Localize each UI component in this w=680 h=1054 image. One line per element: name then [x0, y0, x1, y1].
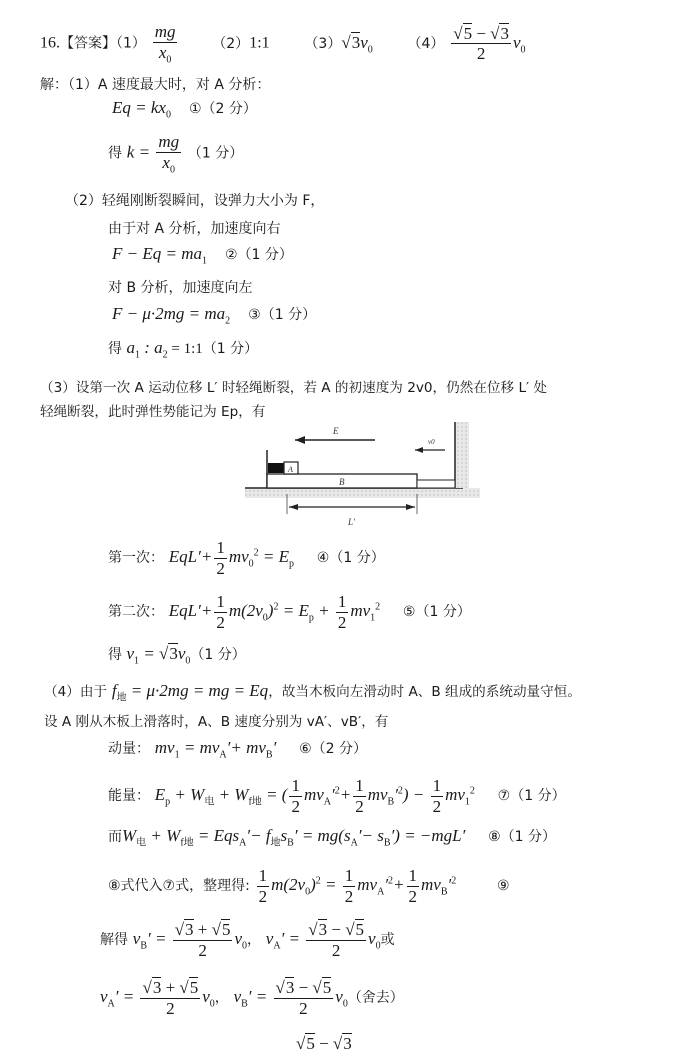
substitution-line: ⑧式代入⑦式，整理得: $\frac{1}{2}$ $m(2v_0)^2$ = $\frac{1}{2}$ $mv_A'^2+$ $\frac{1}{2}$ $mv_B'^2$ ⑨ [108, 866, 510, 906]
answer-4-label: （4） [407, 35, 445, 52]
answer-2-value: 1:1 [249, 34, 270, 52]
eq1-mark: ①（2 分） [188, 101, 257, 117]
part3-result: 得 $v_1 = √3v_0(1$ 分） [108, 644, 246, 667]
cutoff-formula: √5 − √3 [296, 1034, 352, 1053]
eq1-line [112, 98, 257, 120]
part4-intro-1: （4）由于 $f_地 = \mu\cdot 2mg$ = mg = Eq，故当木板向左滑动时 A、B 组成的系统动量守恒。 [44, 681, 581, 704]
part3-intro-2: 轻绳断裂，此时弹性势能记为 Ep，有 [40, 404, 266, 420]
work-mark: ⑧（1 分） [488, 829, 557, 845]
answer-4-formula: $\frac{√5 - √3}{2}$ [453, 23, 509, 64]
label-B: B [339, 477, 345, 487]
part1-intro: 解：（1）A 速度最大时，对 A 分析： [40, 77, 271, 93]
answer-2-label: （2） [212, 35, 250, 52]
answer-3-label: （3） [304, 35, 342, 52]
eq2-prefix: 得 [108, 145, 122, 162]
part2-line-b: 对 B 分析，加速度向左 [108, 280, 253, 296]
answer-1-label: （1） [116, 35, 146, 52]
momentum-mark: ⑥（2 分） [299, 741, 367, 757]
eq2-mark: （1 分） [187, 145, 244, 162]
momentum-prefix: 动量： [108, 741, 150, 757]
part2-line-a: 由于对 A 分析，加速度向右 [108, 221, 281, 237]
work-prefix: 而 [108, 829, 122, 845]
energy-mark: ⑦（1 分） [497, 788, 566, 805]
first-prefix: 第一次： [108, 550, 164, 567]
second-prefix: 第二次： [108, 604, 164, 621]
sub-prefix: ⑧式代入⑦式，整理得: [108, 878, 250, 895]
momentum-line: 动量： $mv_1 = mv_A'+ mv_B'$ ⑥（2 分） [108, 738, 367, 761]
part2-result: 得 $a_1$ : $a_2$ = 1:1（1 分） [108, 338, 259, 361]
energy-line: 能量： $E_p + W_电 + W_{f地}$ = ( $\frac{1}{2}$ $mv_A'^2+$ $\frac{1}{2}$ $mv_B'^2$) − $\frac{1}{2}$ $mv_1^2$ ⑦（1 分） [108, 776, 566, 816]
answer-header: 16.【答案】（1） $\frac{mg}{x_0}$ （2）1:1 $(3)√3v_0$ （4） $\frac{√5 - √3}{2}$ $v_0$ [40, 22, 526, 65]
sub-mark: ⑨ [497, 878, 510, 895]
solve-or: 或 [380, 932, 395, 949]
alt-solution-line: $v_A'$ = $\frac{√3 + √5}{2}$ $v_0$， $v_B'$ = $\frac{√3 - √5}{2}$ $v_0$（舍去） [100, 978, 404, 1018]
part4-intro-b: ，故当木板向左滑动时 A、B 组成的系统动量守恒。 [268, 684, 581, 700]
part3-intro-1: （3）设第一次 A 运动位移 L′ 时轻绳断裂，若 A 的初速度为 2v0，仍然在位移 L′ 处 [40, 380, 548, 396]
eq-b-line: $F - \mu\cdot 2mg = ma_2$ ③（1 分） [112, 304, 317, 327]
second-eq-line: 第二次： EqL′+ $\frac{1}{2}$ $m(2v_0)^2 = E_p$ + $\frac{1}{2}$ $mv_1^2$ ⑤（1 分） [108, 592, 471, 632]
second-mark: ⑤（1 分） [402, 604, 471, 621]
work-line: 而$W_电 + W_{f地} = Eqs_A'- f_地s_B' = mg(s_A'- s_B') = -mgL'$ ⑧（1 分） [108, 826, 557, 849]
label-E: E [333, 426, 339, 436]
answer-tag: 【答案】 [60, 35, 116, 52]
discard-note: （舍去） [347, 990, 404, 1007]
part3-result-mark: （1 分） [190, 647, 246, 663]
question-number: 16. [40, 34, 60, 52]
part4-intro-2: 设 A 刚从木板上滑落时，A、B 速度分别为 vA′、vB′，有 [44, 714, 389, 730]
eq-a-mark: ②（1 分） [225, 247, 293, 263]
first-mark: ④（1 分） [316, 550, 385, 567]
solve-prefix: 解得 [100, 932, 128, 949]
part2-intro: （2）轻绳刚断裂瞬间，设弹力大小为 F， [65, 193, 325, 209]
board-spring-diagram [245, 422, 480, 527]
solve-line: 解得 $v_B'$ = $\frac{√3 + √5}{2}$ $v_0$， $v_A'$ = $\frac{√3 - √5}{2}$ $v_0$或 [100, 920, 395, 960]
part4-intro-a: （4）由于 [44, 684, 108, 700]
eq-a-line: $F - Eq = ma_1$ ②（1 分） [112, 244, 293, 267]
label-L: L' [348, 517, 355, 527]
physics-diagram [245, 422, 480, 527]
eq2-line: 得 k = $\frac{mg}{x_0}$ （1 分） [108, 132, 244, 175]
energy-prefix: 能量： [108, 788, 150, 805]
eq-b-mark: ③（1 分） [248, 307, 317, 323]
answer-1-formula: $\frac{mg}{x_0}$ [154, 22, 176, 65]
label-A: A [288, 465, 293, 474]
label-v0: v0 [428, 438, 435, 446]
answer-3-formula: $√3v_0$ [341, 32, 373, 56]
eq1: $Eq = kx_0$ [112, 98, 171, 121]
first-eq-line: 第一次： EqL′+ $\frac{1}{2}$ $mv_0^2 = E_p$ ④（1 分） [108, 538, 385, 578]
